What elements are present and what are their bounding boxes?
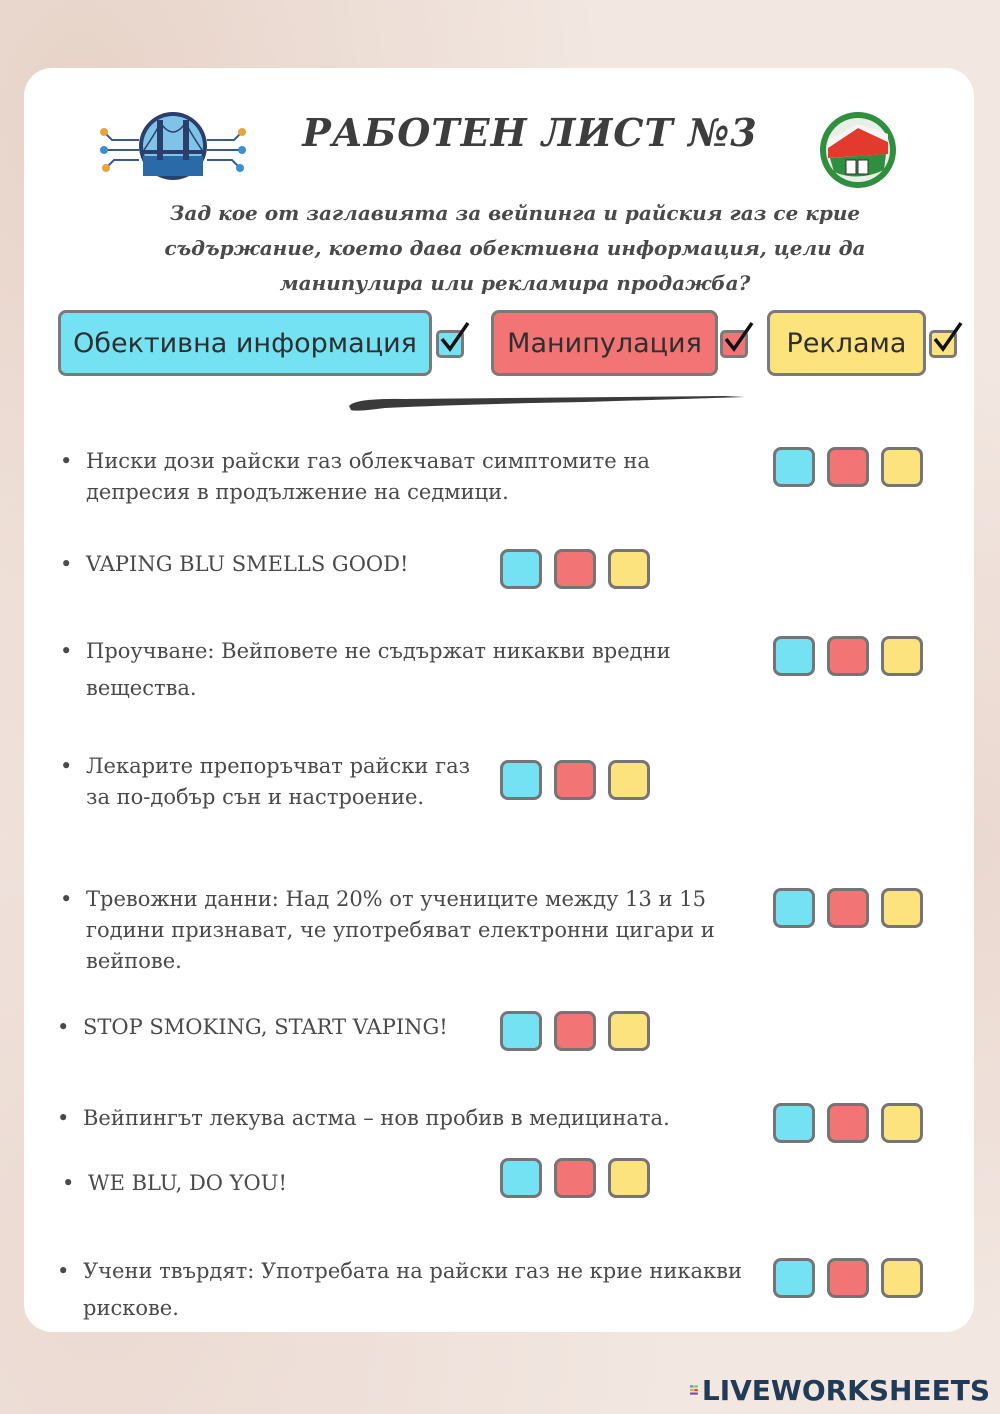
legend-manipulation-label: Манипулация	[491, 310, 718, 376]
legend-objective-checkbox	[436, 330, 464, 358]
option-manipulation[interactable]	[554, 1011, 596, 1051]
school-logo	[814, 110, 902, 190]
page-title: РАБОТЕН ЛИСТ №3	[302, 110, 758, 155]
list-item: • VAPING BLU SMELLS GOOD!	[86, 549, 486, 580]
list-item: • Проучване: Вейповете не съдържат никакви вредни вещества.	[86, 633, 746, 707]
answer-options	[500, 1011, 650, 1051]
option-objective[interactable]	[773, 447, 815, 487]
legend-advertising-label: Реклама	[767, 310, 926, 376]
option-manipulation[interactable]	[827, 636, 869, 676]
option-advertising[interactable]	[881, 1258, 923, 1298]
legend-manipulation-checkbox	[720, 330, 748, 358]
option-objective[interactable]	[773, 636, 815, 676]
question-text: Зад кое от заглавията за вейпинга и райския газ се крие съдържание, което дава обективна информация, цели да манипулира или рекламира продажба?	[164, 201, 866, 295]
answer-options	[773, 447, 923, 487]
brand-text: LIVEWORKSHEETS	[701, 1373, 990, 1407]
option-advertising[interactable]	[881, 1103, 923, 1143]
option-manipulation[interactable]	[827, 1258, 869, 1298]
checkmark-icon	[720, 319, 756, 355]
list-item: • Лекарите препоръчват райски газ за по-добър сън и настроение.	[86, 751, 486, 813]
legend-advertising-checkbox	[929, 330, 957, 358]
option-manipulation[interactable]	[827, 1103, 869, 1143]
option-advertising[interactable]	[881, 447, 923, 487]
option-objective[interactable]	[500, 1011, 542, 1051]
option-objective[interactable]	[773, 888, 815, 928]
liveworksheets-logo-icon	[690, 1377, 698, 1403]
answer-options	[500, 1158, 650, 1198]
checkmark-icon	[929, 319, 965, 355]
list-item: • WE BLU, DO YOU!	[88, 1168, 488, 1199]
list-item: • Тревожни данни: Над 20% от учениците между 13 и 15 години признават, че употребяват електронни цигари и вейпове.	[86, 884, 746, 977]
answer-options	[773, 888, 923, 928]
list-item: • Ниски дози райски газ облекчават симптомите на депресия в продължение на седмици.	[86, 446, 746, 508]
option-manipulation[interactable]	[554, 549, 596, 589]
option-advertising[interactable]	[881, 636, 923, 676]
bridge-logo	[92, 110, 254, 182]
option-objective[interactable]	[500, 1158, 542, 1198]
option-advertising[interactable]	[608, 1011, 650, 1051]
liveworksheets-brand	[690, 1373, 990, 1407]
option-advertising[interactable]	[881, 888, 923, 928]
option-objective[interactable]	[500, 760, 542, 800]
option-manipulation[interactable]	[827, 447, 869, 487]
answer-options	[500, 760, 650, 800]
option-manipulation[interactable]	[827, 888, 869, 928]
option-advertising[interactable]	[608, 549, 650, 589]
legend-objective-label: Обективна информация	[58, 310, 432, 376]
option-objective[interactable]	[773, 1258, 815, 1298]
answer-options	[773, 1103, 923, 1143]
option-advertising[interactable]	[608, 760, 650, 800]
list-item: • STOP SMOKING, START VAPING!	[83, 1012, 493, 1043]
answer-options	[773, 1258, 923, 1298]
answer-options	[500, 549, 650, 589]
checkmark-icon	[436, 319, 472, 355]
brush-divider	[345, 392, 750, 416]
option-advertising[interactable]	[608, 1158, 650, 1198]
answer-options	[773, 636, 923, 676]
list-item: • Вейпингът лекува астма – нов пробив в медицината.	[83, 1103, 763, 1134]
list-item: • Учени твърдят: Употребата на райски газ не крие никакви рискове.	[83, 1253, 743, 1327]
option-manipulation[interactable]	[554, 760, 596, 800]
option-manipulation[interactable]	[554, 1158, 596, 1198]
option-objective[interactable]	[500, 549, 542, 589]
option-objective[interactable]	[773, 1103, 815, 1143]
